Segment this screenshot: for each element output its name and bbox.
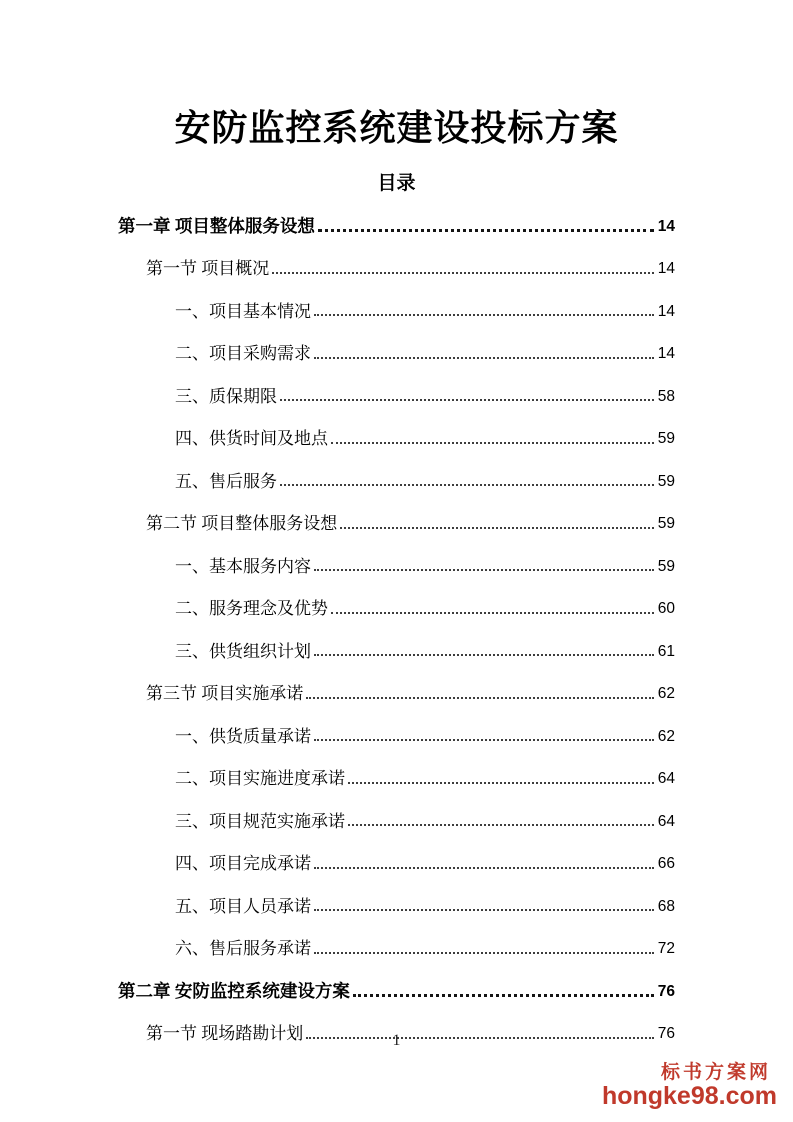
- toc-dot-leader: [314, 654, 654, 656]
- toc-heading: 目录: [377, 173, 416, 194]
- toc-entry-label: 一、供货质量承诺: [175, 726, 311, 746]
- toc-entry-label: 第二节 项目整体服务设想: [146, 514, 338, 534]
- toc-entry-label: 第一节 项目概况: [146, 259, 270, 279]
- toc-entry-label: 第三节 项目实施承诺: [146, 684, 304, 704]
- toc-entry-label: 第二章 安防监控系统建设方案: [118, 980, 350, 1001]
- toc-entry-page: 14: [657, 260, 675, 277]
- toc-dot-leader: [314, 314, 654, 316]
- toc-entry: [118, 970, 675, 1013]
- toc-entry-label: 三、质保期限: [175, 386, 277, 406]
- toc-dot-leader: [306, 697, 654, 699]
- toc-entry: [118, 460, 675, 503]
- toc-entry-page: 60: [657, 600, 675, 617]
- toc-dot-leader: [353, 994, 654, 997]
- toc-entry-page: 14: [657, 217, 675, 235]
- toc-entry: [118, 843, 675, 886]
- toc-entry: [118, 928, 675, 971]
- toc-dot-leader: [272, 272, 654, 274]
- toc-entry-label: 六、售后服务承诺: [175, 939, 311, 959]
- toc-entry: [118, 885, 675, 928]
- toc-entry-page: 76: [657, 1025, 675, 1042]
- toc-dot-leader: [314, 909, 654, 911]
- toc-dot-leader: [314, 357, 654, 359]
- toc-entry: [118, 673, 675, 716]
- watermark-site-url: hongke98.com: [601, 1081, 777, 1110]
- toc-entry-label: 二、项目采购需求: [175, 344, 311, 364]
- toc-entry: [118, 800, 675, 843]
- toc-entry: [118, 333, 675, 376]
- toc-entry-label: 二、服务理念及优势: [175, 599, 328, 619]
- footer-page-number: 1: [392, 1032, 401, 1049]
- toc-entry-page: 64: [657, 770, 675, 787]
- toc-list: [118, 205, 675, 1055]
- toc-entry-label: 三、项目规范实施承诺: [175, 811, 345, 831]
- toc-entry: [118, 248, 675, 291]
- toc-entry-label: 五、项目人员承诺: [175, 896, 311, 916]
- toc-dot-leader: [314, 739, 654, 741]
- toc-dot-leader: [331, 442, 654, 444]
- toc-entry-label: 二、项目实施进度承诺: [175, 769, 345, 789]
- watermark: [602, 1063, 777, 1109]
- toc-entry-page: 14: [657, 302, 675, 320]
- toc-entry-page: 62: [657, 727, 675, 745]
- toc-entry-page: 59: [657, 472, 675, 490]
- toc-entry: [118, 418, 675, 461]
- toc-dot-leader: [318, 229, 654, 232]
- toc-entry: [118, 715, 675, 758]
- toc-entry-page: 58: [657, 387, 675, 405]
- toc-entry-page: 66: [657, 855, 675, 872]
- toc-entry-page: 59: [657, 515, 675, 532]
- toc-entry-page: 59: [657, 430, 675, 447]
- toc-entry-label: 第一节 现场踏勘计划: [146, 1024, 304, 1044]
- toc-dot-leader: [348, 782, 654, 784]
- toc-entry-label: 四、供货时间及地点: [175, 429, 328, 449]
- toc-entry-label: 一、项目基本情况: [175, 301, 311, 321]
- toc-dot-leader: [331, 612, 654, 614]
- toc-entry-label: 四、项目完成承诺: [175, 854, 311, 874]
- toc-entry-page: 14: [657, 345, 675, 362]
- toc-dot-leader: [348, 824, 654, 826]
- toc-entry-page: 61: [657, 642, 675, 660]
- toc-dot-leader: [340, 527, 654, 529]
- toc-entry-page: 59: [657, 557, 675, 575]
- toc-entry: [118, 375, 675, 418]
- toc-dot-leader: [280, 399, 654, 401]
- toc-entry-page: 72: [657, 940, 675, 957]
- toc-entry: [118, 630, 675, 673]
- toc-dot-leader: [314, 867, 654, 869]
- toc-entry: [118, 290, 675, 333]
- toc-entry: [118, 758, 675, 801]
- toc-entry: [118, 588, 675, 631]
- toc-dot-leader: [314, 569, 654, 571]
- toc-entry: [118, 545, 675, 588]
- toc-dot-leader: [280, 484, 654, 486]
- toc-entry-label: 第一章 项目整体服务设想: [118, 215, 315, 236]
- toc-entry-label: 五、售后服务: [175, 471, 277, 491]
- toc-entry-label: 三、供货组织计划: [175, 641, 311, 661]
- toc-entry-label: 一、基本服务内容: [175, 556, 311, 576]
- toc-entry: [118, 503, 675, 546]
- document-title: 安防监控系统建设投标方案: [174, 108, 619, 148]
- toc-entry-page: 62: [657, 685, 675, 702]
- toc-dot-leader: [314, 952, 654, 954]
- toc-entry-page: 68: [657, 897, 675, 915]
- toc-entry: [118, 205, 675, 248]
- toc-entry-page: 76: [657, 982, 675, 1000]
- toc-entry-page: 64: [657, 812, 675, 830]
- watermark-site-name: 标书方案网: [660, 1061, 771, 1083]
